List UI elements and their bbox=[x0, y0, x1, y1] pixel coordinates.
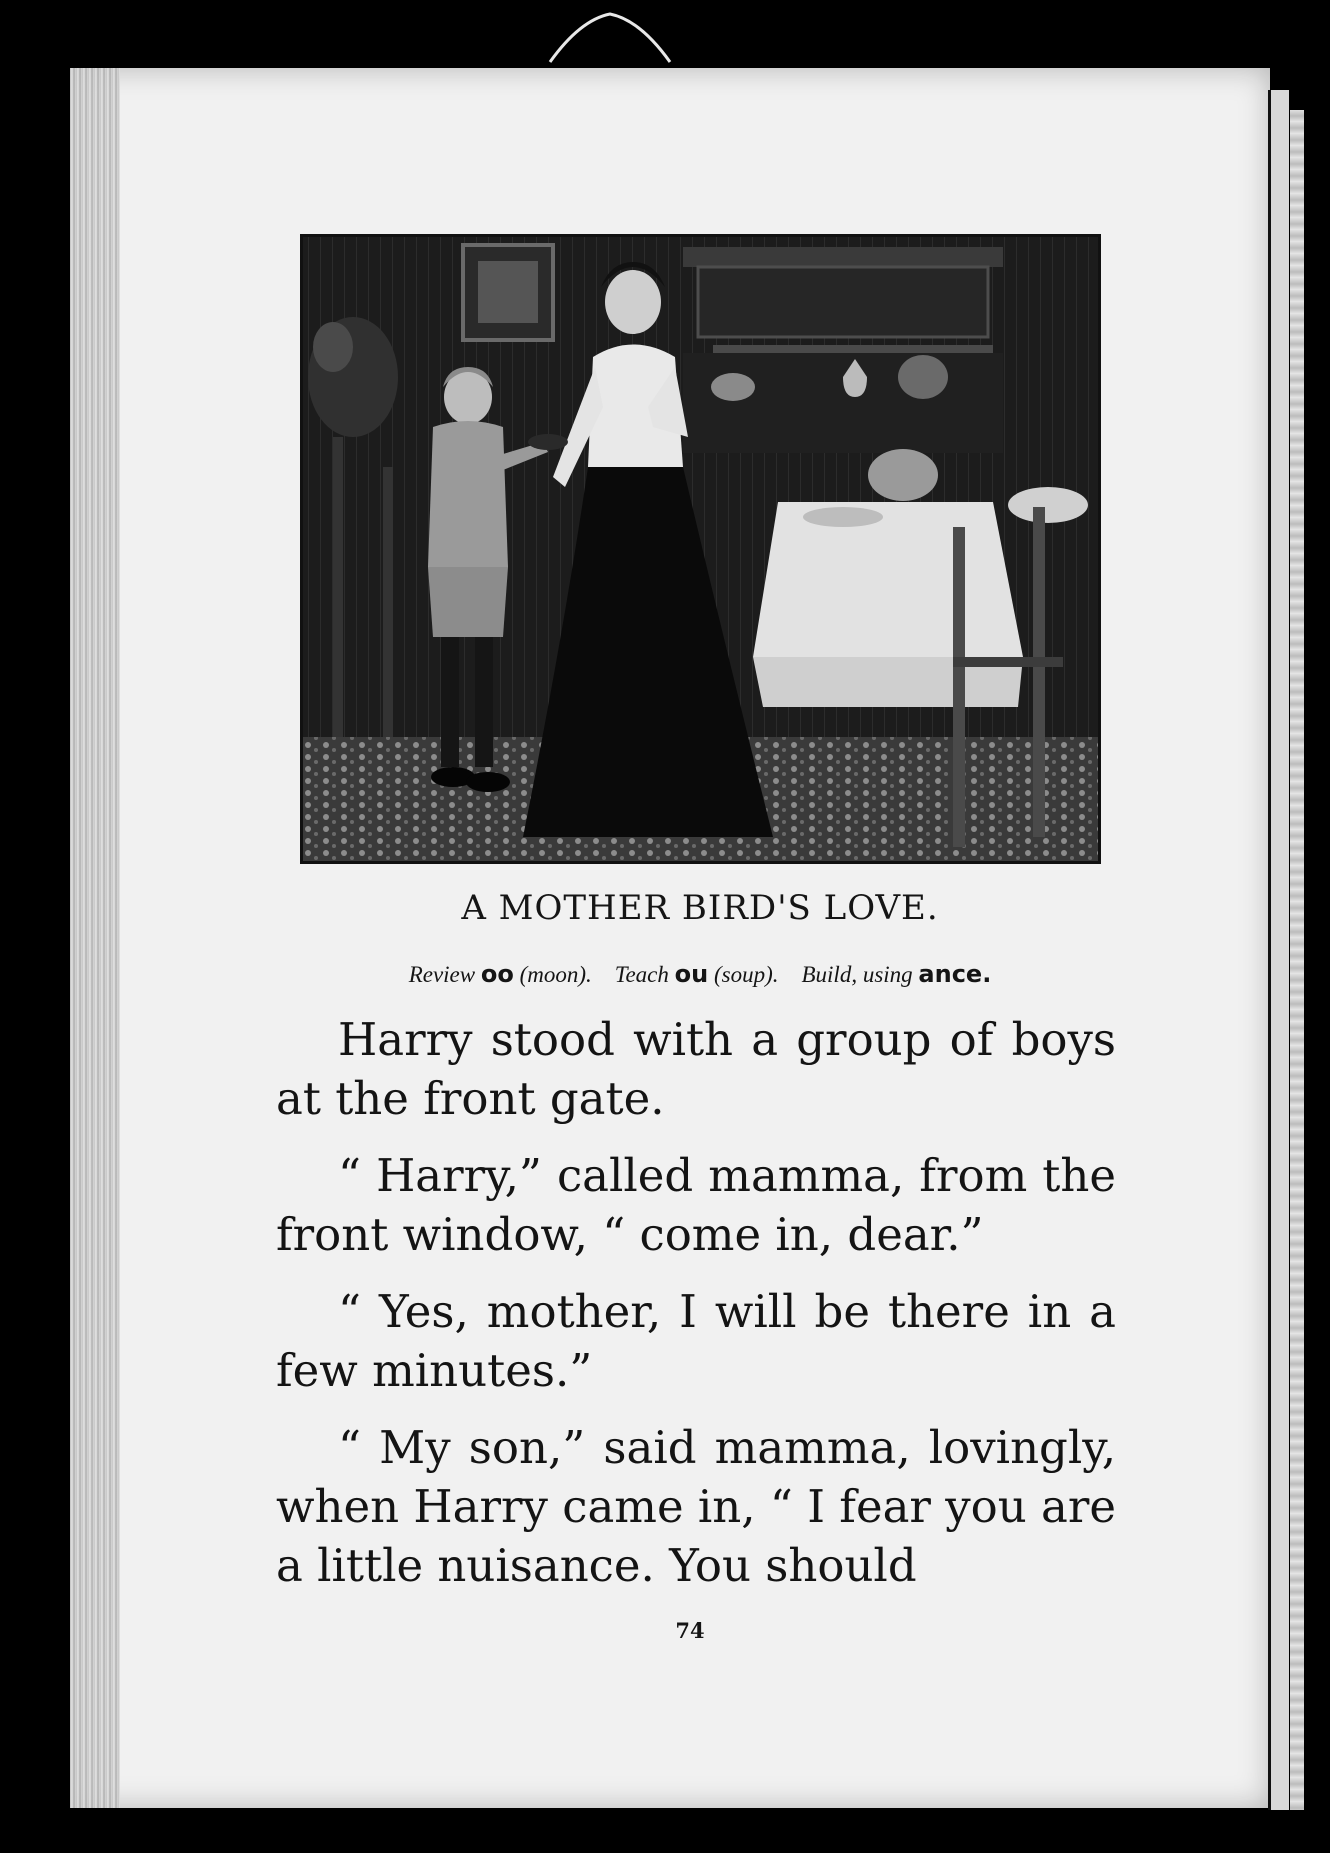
phonics-build-sound: ance. bbox=[918, 960, 992, 988]
lesson-body bbox=[276, 1010, 1116, 1613]
paragraph: “ My son,” said mamma, lovingly, when Harry came in, “ I fear you are a little nuisance. You should bbox=[276, 1421, 1116, 1592]
phonics-review-label: Review bbox=[408, 962, 476, 987]
illustration-drawing bbox=[303, 237, 1098, 861]
page-right-edge bbox=[1268, 90, 1289, 1810]
paragraph: “ Harry,” called mamma, from the front window, “ come in, dear.” bbox=[276, 1149, 1116, 1261]
phonics-teach-example: (soup). bbox=[713, 962, 779, 987]
phonics-teach-sound: ou bbox=[674, 960, 709, 988]
phonics-review-example: (moon). bbox=[519, 962, 592, 987]
page-left-edge bbox=[70, 68, 120, 1808]
next-page-edge bbox=[1290, 110, 1304, 1810]
hanging-hook-decoration bbox=[540, 0, 680, 70]
phonics-teach-label: Teach bbox=[614, 962, 669, 987]
paragraph: “ Yes, mother, I will be there in a few minutes.” bbox=[276, 1285, 1116, 1397]
illustration-mother-and-boy bbox=[300, 234, 1101, 864]
paragraph: Harry stood with a group of boys at the front gate. bbox=[276, 1013, 1116, 1125]
lesson-title: A MOTHER BIRD'S LOVE. bbox=[461, 888, 939, 928]
page-number: 74 bbox=[675, 1618, 705, 1643]
phonics-review-sound: oo bbox=[480, 960, 514, 988]
phonics-build-label: Build, using bbox=[801, 962, 913, 987]
phonics-instructions bbox=[280, 960, 1120, 988]
